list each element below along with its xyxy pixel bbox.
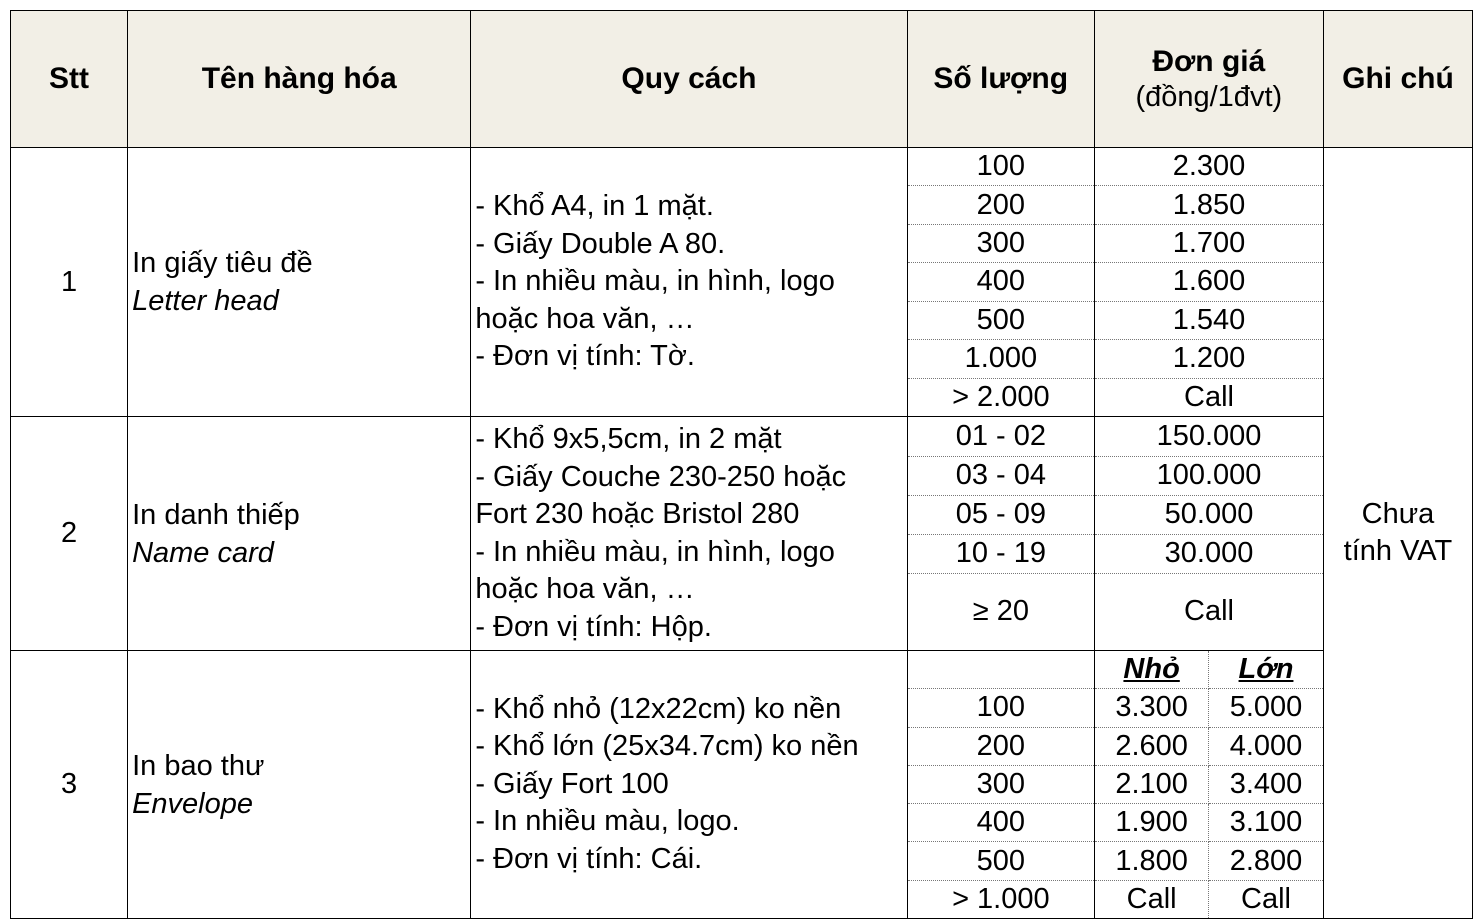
spec-line: - Giấy Fort 100: [475, 767, 669, 800]
tier-price: 150.000: [1095, 417, 1323, 456]
tier-price: 1.200: [1095, 340, 1323, 378]
tier-price-small: 2.600: [1095, 727, 1209, 765]
spec-line: - Khổ nhỏ (12x22cm) ko nền: [475, 692, 842, 725]
spec-line: - Giấy Double A 80.: [475, 227, 726, 260]
tier-table: [908, 148, 1323, 416]
tier-price: 1.600: [1095, 263, 1323, 301]
size-small-header: Nhỏ: [1123, 653, 1180, 686]
tier-price-small: 3.300: [1095, 689, 1209, 727]
tier-price-large: 3.100: [1209, 804, 1323, 842]
tier-table: [908, 651, 1323, 918]
header-stt: Stt: [11, 11, 128, 148]
tier-qty: 10 - 19: [908, 534, 1095, 573]
tier-qty: 05 - 09: [908, 495, 1095, 534]
tier-table: [908, 417, 1323, 650]
spec-line: - Khổ lớn (25x34.7cm) ko nền: [475, 730, 859, 763]
tier-qty-empty: [908, 651, 1095, 689]
spec-line: - In nhiều màu, in hình, logo: [475, 535, 835, 568]
tier-price: 50.000: [1095, 495, 1323, 534]
row-stt: 3: [11, 651, 128, 919]
tier-qty: 500: [908, 301, 1095, 339]
row-stt: 1: [11, 148, 128, 417]
size-large-header: Lớn: [1238, 653, 1294, 686]
tier-qty: 400: [908, 804, 1095, 842]
spec-line: - Đơn vị tính: Hộp.: [475, 610, 712, 643]
tier-price: Call: [1184, 595, 1234, 628]
tier-qty: 200: [908, 186, 1095, 224]
header-spec: Quy cách: [471, 11, 907, 148]
tier-qty: 100: [908, 148, 1095, 186]
size-large-header-cell: [1209, 651, 1323, 689]
product-name-vi: In giấy tiêu đề: [132, 247, 313, 279]
table-row: [11, 148, 1473, 417]
row-product-name: [128, 651, 471, 919]
row-product-name: [128, 417, 471, 651]
tier-qty: 03 - 04: [908, 456, 1095, 495]
tier-price: 30.000: [1095, 534, 1323, 573]
tier-qty: 01 - 02: [908, 417, 1095, 456]
note-cell: [1323, 148, 1472, 919]
product-name-en: Letter head: [132, 285, 279, 317]
product-name-vi: In bao thư: [132, 749, 265, 782]
tier-qty: 300: [908, 765, 1095, 803]
header-price-label: Đơn giá: [1152, 44, 1266, 78]
spec-line: - Đơn vị tính: Tờ.: [475, 340, 695, 373]
header-qty: Số lượng: [907, 11, 1094, 148]
tier-price-large: 2.800: [1209, 842, 1323, 880]
spec-line: - Giấy Couche 230-250 hoặc: [475, 460, 847, 493]
tier-price-small: 1.900: [1095, 804, 1209, 842]
note-text: Chưa tính VAT: [1343, 498, 1453, 567]
tier-price-small: 2.100: [1095, 765, 1209, 803]
product-name-vi: In danh thiếp: [132, 498, 300, 531]
tier-qty: ≥ 20: [908, 573, 1095, 650]
table-row: [11, 417, 1473, 651]
header-row: [11, 11, 1473, 148]
row-tiers: [907, 651, 1323, 919]
header-price: [1094, 11, 1323, 148]
tier-price: 2.300: [1095, 148, 1323, 186]
tier-price-small: 1.800: [1095, 842, 1209, 880]
row-spec: [471, 148, 907, 417]
spec-line: - In nhiều màu, logo.: [475, 805, 740, 838]
tier-qty: > 2.000: [908, 378, 1095, 416]
row-stt: 2: [11, 417, 128, 651]
tier-price: Call: [1184, 380, 1234, 413]
size-small-header-cell: [1095, 651, 1209, 689]
tier-qty: 200: [908, 727, 1095, 765]
row-spec: [471, 651, 907, 919]
tier-price: 1.700: [1095, 224, 1323, 262]
row-product-name: [128, 148, 471, 417]
spec-line: - In nhiều màu, in hình, logo: [475, 265, 835, 298]
header-price-unit: (đồng/1đvt): [1135, 80, 1283, 113]
tier-qty: 100: [908, 689, 1095, 727]
header-name: Tên hàng hóa: [128, 11, 471, 148]
spec-line: - Khổ 9x5,5cm, in 2 mặt: [475, 423, 782, 455]
tier-price: 1.540: [1095, 301, 1323, 339]
product-name-en: Envelope: [132, 787, 254, 820]
product-name-en: Name card: [132, 536, 274, 569]
tier-price-large: 3.400: [1209, 765, 1323, 803]
tier-qty: 500: [908, 842, 1095, 880]
price-table: [10, 10, 1473, 919]
spec-line: Fort 230 hoặc Bristol 280: [475, 498, 800, 530]
header-note: Ghi chú: [1323, 11, 1472, 148]
row-tiers: [907, 417, 1323, 651]
tier-price: 100.000: [1095, 456, 1323, 495]
row-tiers: [907, 148, 1323, 417]
tier-price-small: Call: [1095, 880, 1209, 918]
tier-price-large: 5.000: [1209, 689, 1323, 727]
tier-qty: 300: [908, 224, 1095, 262]
spec-line: - Khổ A4, in 1 mặt.: [475, 190, 714, 223]
row-spec: [471, 417, 907, 651]
spec-line: hoặc hoa văn, …: [475, 573, 695, 605]
spec-line: hoặc hoa văn, …: [475, 302, 695, 335]
tier-qty: 400: [908, 263, 1095, 301]
spec-line: - Đơn vị tính: Cái.: [475, 842, 703, 875]
tier-price: 1.850: [1095, 186, 1323, 224]
tier-qty: > 1.000: [908, 880, 1095, 918]
tier-price-large: 4.000: [1209, 727, 1323, 765]
table-row: [11, 651, 1473, 919]
tier-qty: 1.000: [908, 340, 1095, 378]
tier-price-large: Call: [1241, 882, 1291, 915]
